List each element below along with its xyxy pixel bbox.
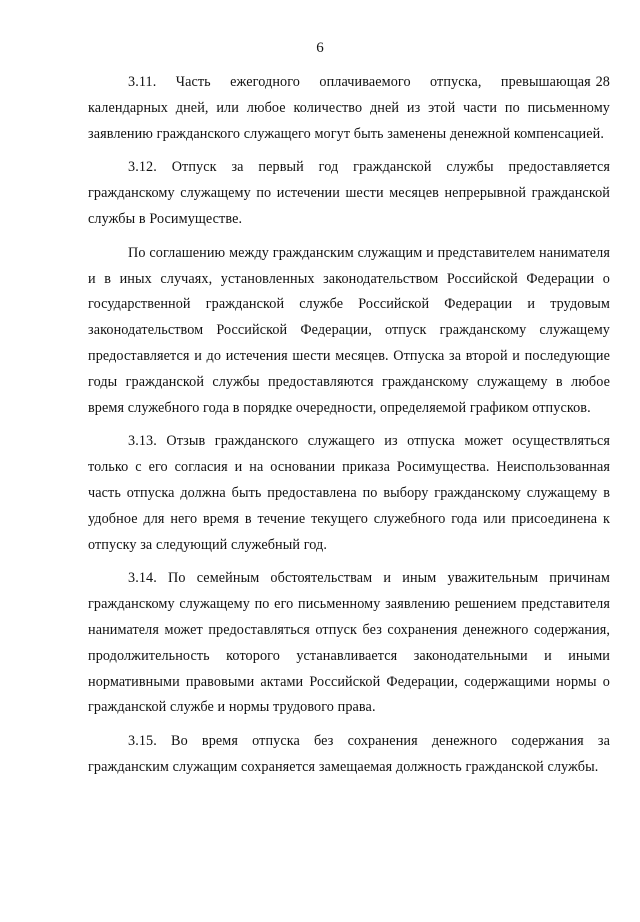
paragraph-3-12: 3.12. Отпуск за первый год гражданской службы предоставляется гражданскому служащему по истечении шести месяцев непрерывной гражданской службы в Росимуществе.	[88, 159, 610, 227]
paragraph-3-13: 3.13. Отзыв гражданского служащего из отпуска может осуществляться только с его согласия и на основании приказа Росимущества. Неиспользованная часть отпуска должна быть предоставлена по выбору гражданскому служащему в удобное для него время в течение текущего служебного года или присоединена к отпуску за следующий служебный год.	[88, 433, 610, 553]
page-number: 6	[316, 40, 324, 56]
paragraph-3-14: 3.14. По семейным обстоятельствам и иным уважительным причинам гражданскому служащему по его письменному заявлению решением представителя нанимателя может предоставляться отпуск без сохранения денежного содержания, продолжительность которого устанавливается законодательными и иными нормативными правовыми актами Российской Федерации, содержащими нормы о гражданской службе и нормы трудового права.	[88, 570, 610, 716]
document-body	[88, 70, 610, 789]
paragraph-3-15: 3.15. Во время отпуска без сохранения денежного содержания за гражданским служащим сохраняется замещаемая должность гражданской службы.	[88, 733, 610, 775]
paragraph-3-12-continued: По соглашению между гражданским служащим и представителем нанимателя и в иных случаях, установленных законодательством Российской Федерации о государственной гражданской службе Российской Федерации и трудовым законодательством Российской Федерации, отпуск гражданскому служащему предоставляется и до истечения шести месяцев. Отпуска за второй и последующие годы гражданской службы предоставляются гражданскому служащему в любое время служебного года в порядке очередности, определяемой графиком отпусков.	[88, 244, 610, 416]
paragraph-3-11: 3.11. Часть ежегодного оплачиваемого отпуска, превышающая 28 календарных дней, или любое количество дней из этой части по письменному заявлению гражданского служащего могут быть заменены денежной компенсацией.	[88, 74, 610, 142]
